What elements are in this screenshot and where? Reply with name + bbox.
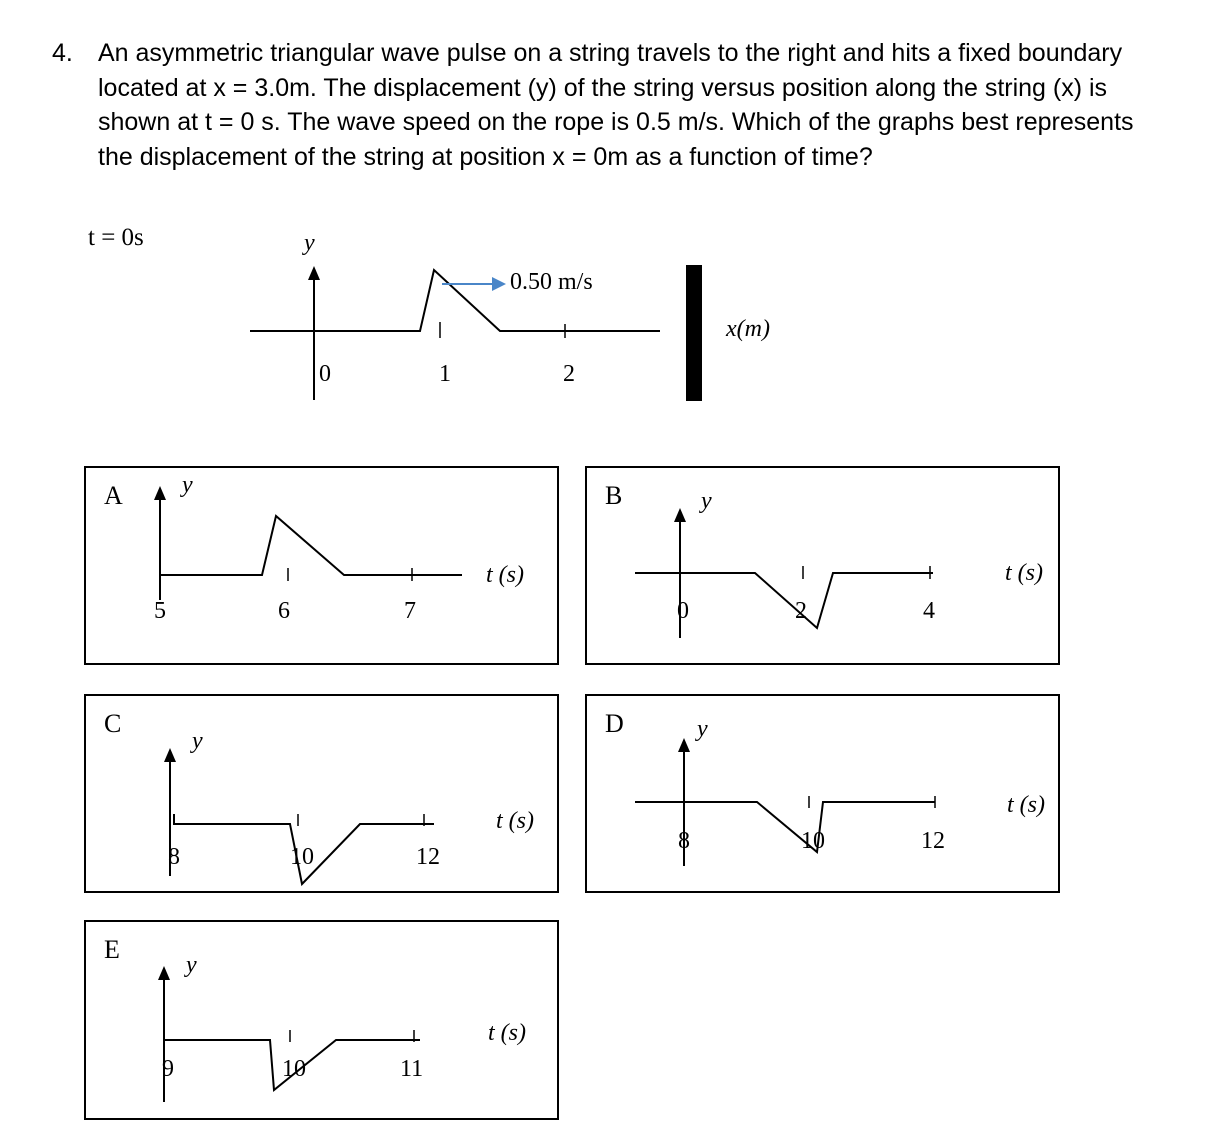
velocity-arrow-head [492, 277, 506, 291]
option-a-tick-label-0: 5 [154, 598, 166, 624]
tick-label-1: 1 [439, 361, 451, 387]
question-number: 4. [52, 39, 73, 67]
option-e-letter: E [104, 935, 120, 964]
option-c-box[interactable] [84, 694, 559, 893]
option-d-graph [587, 696, 1058, 891]
option-c-letter: C [104, 709, 122, 738]
option-d-y-label: y [697, 716, 708, 742]
option-d-tick-label-1: 10 [801, 828, 825, 854]
x-axis-label: x(m) [726, 316, 770, 342]
option-a-graph [86, 468, 557, 663]
option-c-t-label: t (s) [496, 808, 534, 834]
option-b-box[interactable] [585, 466, 1060, 665]
option-a-t-label: t (s) [486, 562, 524, 588]
tick-label-2: 2 [563, 361, 575, 387]
option-a-tick-label-1: 6 [278, 598, 290, 624]
option-e-y-arrow [158, 966, 170, 980]
speed-label: 0.50 m/s [510, 269, 593, 295]
time-zero-label: t = 0s [88, 224, 144, 251]
option-e-tick-label-1: 10 [282, 1056, 306, 1082]
question-text: An asymmetric triangular wave pulse on a string travels to the right and hits a fixed boundary located at x = 3.0m. The displacement (y) of the string versus position along the string (x) is shown at t = 0 s. The wave speed on the rope is 0.5 m/s. Which of the graphs best represents the displacement of the string at position x = 0m as a function of time? [98, 39, 1134, 171]
option-e-y-label: y [186, 952, 197, 978]
option-c-y-arrow [164, 748, 176, 762]
option-b-t-label: t (s) [1005, 560, 1043, 586]
option-b-y-arrow [674, 508, 686, 522]
option-a-box[interactable] [84, 466, 559, 665]
option-b-tick-label-0: 0 [677, 598, 689, 624]
option-d-tick-label-2: 12 [921, 828, 945, 854]
option-e-tick-label-2: 11 [400, 1056, 424, 1082]
option-b-tick-label-1: 2 [795, 598, 807, 624]
option-d-t-label: t (s) [1007, 792, 1045, 818]
option-c-tick-label-0: 8 [168, 844, 180, 870]
option-b-graph [587, 468, 1058, 663]
option-a-curve [160, 516, 462, 575]
option-c-tick-label-1: 10 [290, 844, 314, 870]
option-e-tick-label-0: 9 [162, 1056, 174, 1082]
option-a-letter: A [104, 481, 123, 510]
main-wave-graph [240, 228, 820, 408]
y-axis-arrow [308, 266, 320, 280]
option-d-box[interactable] [585, 694, 1060, 893]
option-d-y-arrow [678, 738, 690, 752]
option-c-tick-label-2: 12 [416, 844, 440, 870]
fixed-boundary-wall [686, 265, 702, 401]
option-b-y-label: y [701, 488, 712, 514]
option-b-tick-label-2: 4 [923, 598, 935, 624]
option-c-y-label: y [192, 728, 203, 754]
option-b-letter: B [605, 481, 623, 510]
option-d-letter: D [605, 709, 624, 738]
option-e-t-label: t (s) [488, 1020, 526, 1046]
option-a-y-label: y [182, 472, 193, 498]
option-c-graph [86, 696, 557, 891]
option-d-tick-label-0: 8 [678, 828, 690, 854]
option-e-box[interactable] [84, 920, 559, 1120]
option-a-tick-label-2: 7 [404, 598, 416, 624]
option-a-y-arrow [154, 486, 166, 500]
option-e-graph [86, 922, 557, 1118]
main-y-label: y [304, 230, 315, 256]
tick-label-0: 0 [319, 361, 331, 387]
